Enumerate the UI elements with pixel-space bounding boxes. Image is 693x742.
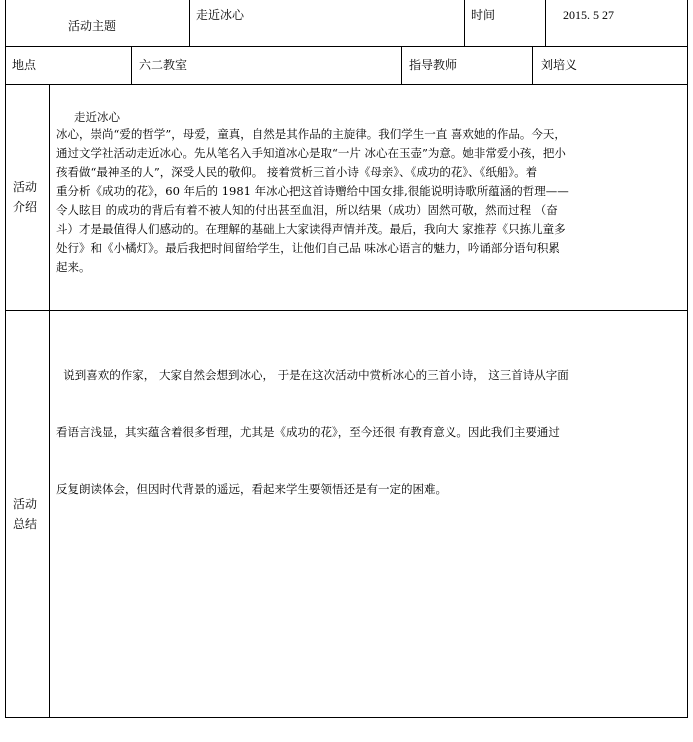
intro-line: 起来。 [56, 260, 91, 274]
teacher-label: 指导教师 [409, 58, 458, 72]
place-value: 六二教室 [139, 58, 188, 72]
intro-line: 孩看做“最神圣的人”，深受人民的敬仰。 接着赏析三首小诗《母亲》、《成功的花》、《纸船》。着 [56, 165, 538, 179]
intro-label-line1: 活动 [13, 180, 38, 194]
time-value: 2015. 5 27 [563, 8, 614, 22]
intro-line: 冰心，崇尚“爱的哲学”，母爱，童真，自然是其作品的主旋律。我们学生一直 喜欢她的作品。今天， [56, 127, 566, 141]
summary-line: 反复朗读体会，但因时代背景的遥远，看起来学生要领悟还是有一定的困难。 [56, 482, 447, 496]
theme-label: 活动主题 [68, 19, 117, 33]
intro-line: 令人眩目 的成功的背后有着不被人知的付出甚至血泪，所以结果（成功）固然可敬，然而过程 （奋 [56, 203, 558, 217]
summary-label-line1: 活动 [13, 497, 38, 511]
summary-line: 看语言浅显，其实蕴含着很多哲理，尤其是《成功的花》，至今还很 有教育意义。因此我们主要通过 [56, 425, 560, 439]
intro-line: 处行》和《小橘灯》。最后我把时间留给学生，让他们自己品 味冰心语言的魅力，吟诵部分语句积累 [56, 241, 560, 255]
intro-line: 重分析《成功的花》，60 年后的 1981 年冰心把这首诗赠给中国女排,很能说明诗歌所蕴涵的哲理—— [56, 184, 569, 198]
intro-line: 通过文学社活动走近冰心。先从笔名入手知道冰心是取“一片 冰心在玉壶”为意。她非常爱小孩，把小 [56, 146, 566, 160]
summary-paragraph [56, 328, 569, 518]
theme-value: 走近冰心 [196, 8, 245, 22]
intro-title: 走近冰心 [74, 110, 120, 124]
place-label: 地点 [12, 58, 37, 72]
time-label: 时间 [471, 8, 496, 22]
summary-line: 说到喜欢的作家， 大家自然会想到冰心， 于是在这次活动中赏析冰心的三首小诗， 这三首诗从字面 [56, 368, 569, 382]
intro-line: 斗）才是最值得人们感动的。在理解的基础上大家读得声情并茂。最后，我向大 家推荐《只拣儿童多 [56, 222, 566, 236]
intro-label-line2: 介绍 [13, 200, 38, 214]
intro-paragraph [56, 125, 569, 277]
teacher-value: 刘培义 [541, 58, 578, 72]
summary-label-line2: 总结 [13, 517, 38, 531]
